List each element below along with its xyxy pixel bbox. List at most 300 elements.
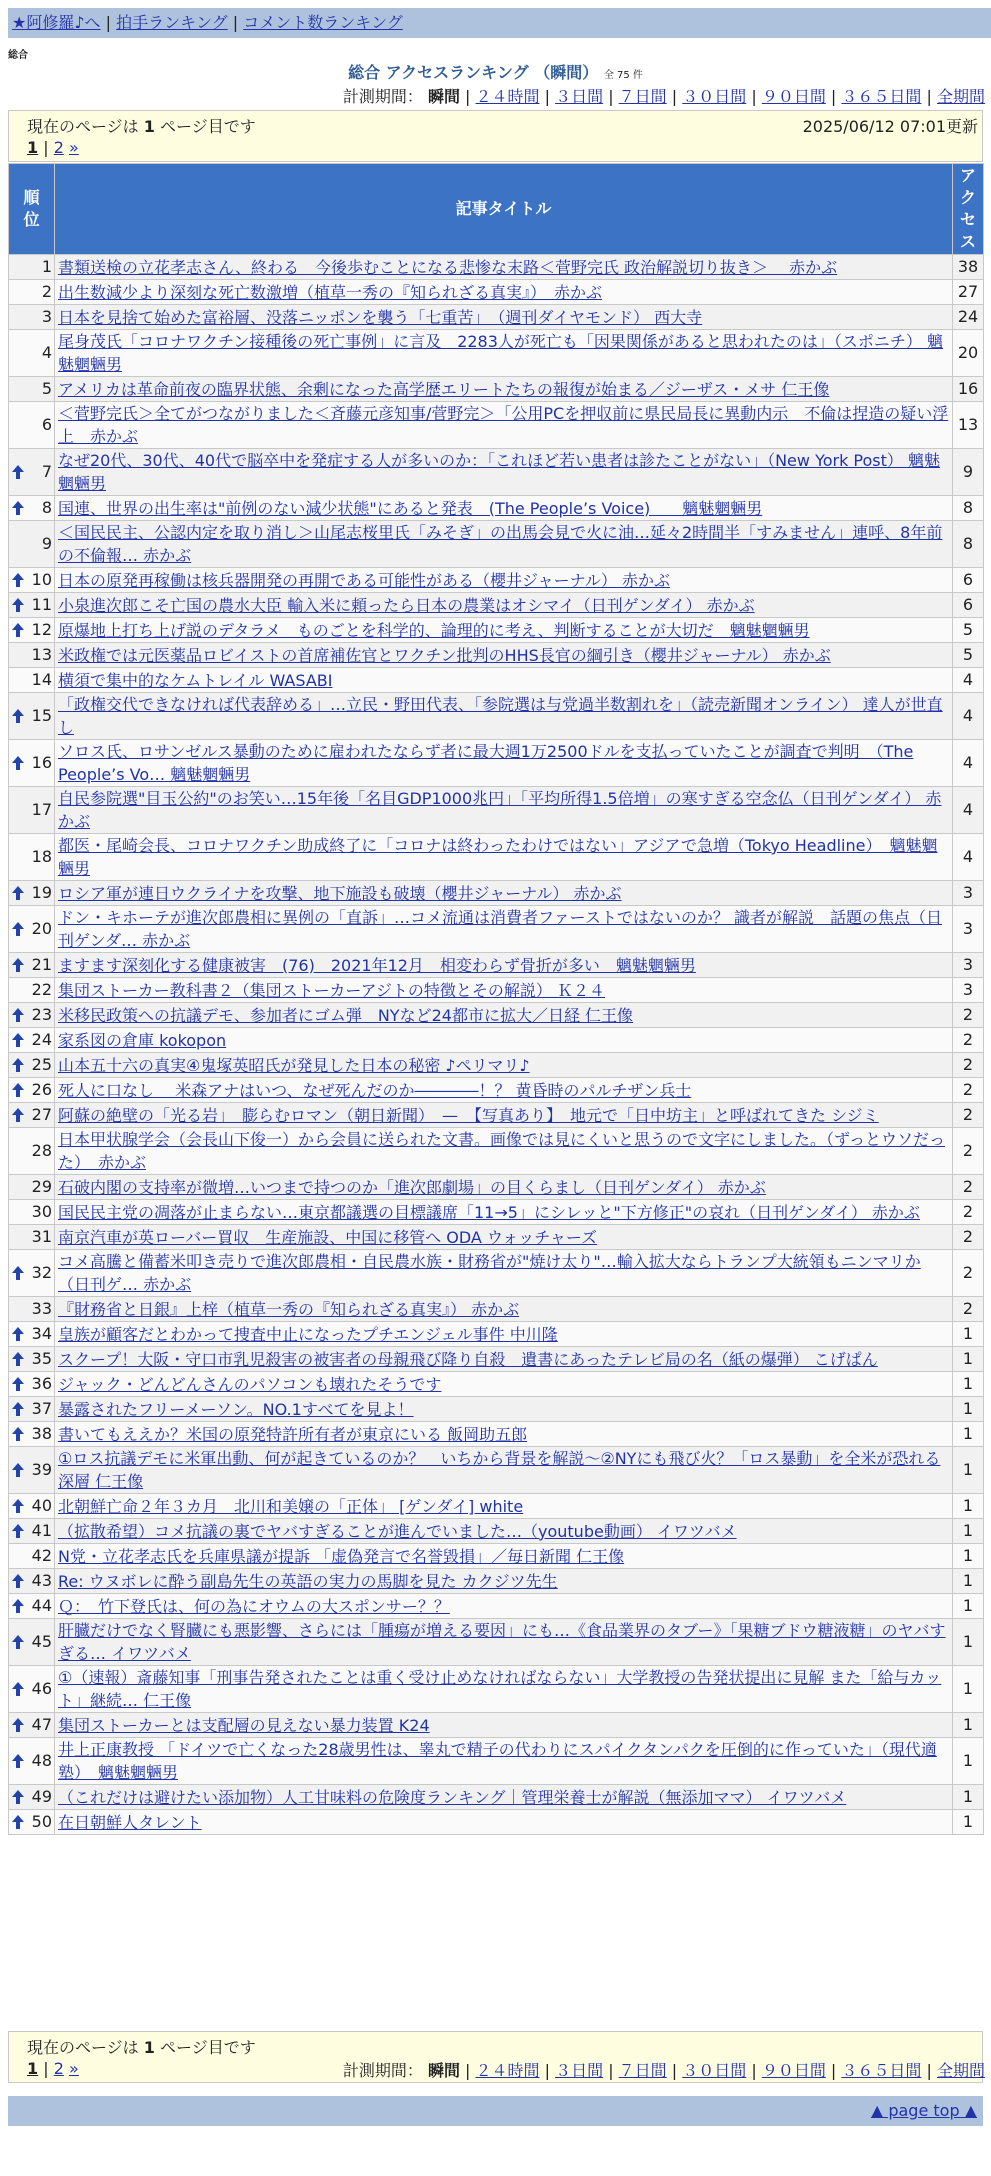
page-1-current: 1 [27,138,39,157]
rank-cell [9,449,55,496]
rank-up-arrow-icon [11,597,25,613]
rank-number: 41 [31,1521,52,1540]
rank-up-arrow-icon [11,1376,25,1392]
article-link[interactable]: 南京汽車が英ローバー買収 生産施設、中国に移管へ ODA ウォッチャーズ [58,1227,598,1247]
rank-number: 50 [31,1812,52,1831]
page-top-link[interactable]: ▲ page top ▲ [870,2101,977,2120]
article-link[interactable]: ジャック・どんどんさんのパソコンも壊れたそうです [58,1374,442,1394]
rank-cell [9,1347,55,1372]
table-row [9,330,984,377]
rank-number: 22 [31,980,52,999]
access-count: 2 [953,1250,984,1297]
table-row [9,449,984,496]
page-links: 1 | 2 » [27,2059,79,2078]
access-count: 2 [953,1225,984,1250]
article-link[interactable]: ますます深刻化する健康被害 (76) 2021年12月 相変わらず骨折が多い 魑魅魍魎男 [58,955,696,975]
rank-number: 39 [31,1460,52,1479]
title-cell [55,740,953,787]
rank-up-arrow-icon [11,1265,25,1281]
title-cell [55,1397,953,1422]
rank-cell [9,1225,55,1250]
rank-up-arrow-icon [11,1326,25,1342]
title-cell [55,953,953,978]
table-row [9,693,984,740]
article-link[interactable]: ドン・キホーテが進次郎農相に異例の「直訴」…コメ流通は消費者ファーストではないのか？ 識者が解説 話題の焦点（日刊ゲンダ… 赤かぶ [58,908,942,950]
period-separator: | [539,2061,556,2080]
rank-number: 37 [31,1399,52,1418]
title-cell [55,1544,953,1569]
rank-cell [9,834,55,881]
article-link[interactable]: 「政権交代できなければ代表辞める」…立民・野田代表、「参院選は与党過半数割れを」（読売新聞オンライン） 達人が世直し [58,695,943,737]
title-cell [55,1569,953,1594]
rank-cell [9,618,55,643]
access-count: 1 [953,1322,984,1347]
article-link[interactable]: 国民民主党の凋落が止まらない…東京都議選の目標議席「11→5」にシレッと"下方修正"の哀れ（日刊ゲンダイ） 赤かぶ [58,1202,920,1222]
rank-number: 10 [31,570,52,589]
access-count: 6 [953,593,984,618]
pager-top [8,110,983,162]
bottom-bar [8,2096,983,2126]
access-count: 1 [953,1738,984,1785]
rank-number: 21 [31,955,52,974]
article-link[interactable]: 暴露されたフリーメーソン。NO.1すべてを見よ！ [58,1399,414,1419]
rank-number: 33 [31,1299,52,1318]
article-link[interactable]: Re: ウヌボレに酔う副島先生の英語の実力の馬脚を見た カクジツ先生 [58,1571,558,1591]
period-separator: | [603,87,619,106]
rank-up-arrow-icon [11,708,25,724]
period-separator: | [825,87,842,106]
rank-up-arrow-icon [11,755,25,771]
current-page-text: 現在のページは 1 ページ目です [27,2038,256,2057]
clap-ranking-link[interactable]: 拍手ランキング [116,13,228,32]
access-count: 2 [953,1200,984,1225]
updated-timestamp: 2025/06/12 07:01更新 [802,117,978,136]
article-link[interactable]: 北朝鮮亡命２年３カ月 北川和美嬢の「正体」 [ゲンダイ] white [58,1496,524,1516]
period-link-4[interactable]: ９０日間 [761,87,826,106]
article-link[interactable]: 『財務省と日銀』上梓（植草一秀の『知られざる真実』） 赤かぶ [58,1299,520,1319]
rank-cell [9,643,55,668]
article-link[interactable]: 死人に口なし 米森アナはいつ、なぜ死んだのか――――！？ 黄昏時のパルチザン兵士 [58,1080,692,1100]
rank-cell [9,1519,55,1544]
table-header-row [9,164,984,255]
title-cell [55,1128,953,1175]
rank-cell [9,496,55,521]
period-current: 瞬間 [427,87,460,106]
period-link-0[interactable]: ２４時間 [475,2061,540,2080]
access-count: 1 [953,1447,984,1494]
article-link[interactable]: アメリカは革命前夜の臨界状態、余剰になった高学歴エリートたちの報復が始まる／ジーザス・メサ 仁王像 [58,379,830,399]
rank-cell [9,1544,55,1569]
period-link-2[interactable]: ７日間 [618,2061,667,2080]
rank-cell [9,1297,55,1322]
title-cell [55,305,953,330]
title-cell [55,906,953,953]
rank-number: 34 [31,1324,52,1343]
rank-number: 19 [31,883,52,902]
article-link[interactable]: 肝臓だけでなく腎臓にも悪影響、さらには「腫瘍が増える要因」にも…《食品業界のタブー》「果糖ブドウ糖液糖」のヤバすぎる… イワツバメ [58,1621,946,1663]
access-count: 1 [953,1422,984,1447]
article-link[interactable]: 阿蘇の絶壁の「光る岩」 膨らむロマン（朝日新聞） — 【写真あり】 地元で「日中坊主」と呼ばれてきた シジミ [58,1105,879,1125]
period-link-2[interactable]: ７日間 [618,87,667,106]
rank-cell [9,521,55,568]
access-count: 1 [953,1347,984,1372]
access-count: 8 [953,521,984,568]
table-row [9,1397,984,1422]
rank-cell [9,255,55,280]
article-link[interactable]: 日本を見捨て始めた富裕層、没落ニッポンを襲う「七重苦」 （週刊ダイヤモンド） 西大寺 [58,307,703,327]
table-row [9,568,984,593]
rank-cell [9,402,55,449]
rank-number: 29 [31,1177,52,1196]
rank-number: 36 [31,1374,52,1393]
table-row [9,1053,984,1078]
rank-header: 順位 [9,164,55,255]
article-link[interactable]: （これだけは避けたい添加物）人工甘味料の危険度ランキング｜管理栄養士が解説（無添加ママ） イワツバメ [58,1787,847,1807]
article-link[interactable]: 原爆地上打ち上げ説のデタラメ ものごとを科学的、論理的に考え、判断することが大切だ 魑魅魍魎男 [58,620,810,640]
title-cell [55,1053,953,1078]
access-count: 2 [953,1175,984,1200]
article-link[interactable]: 自民参院選"目玉公約"のお笑い…15年後「名目GDP1000兆円」「平均所得1.5倍増」の寒すぎる空念仏（日刊ゲンダイ） 赤かぶ [58,789,942,831]
rank-cell [9,1128,55,1175]
page-2-link[interactable]: 2 [53,138,64,157]
title-cell [55,881,953,906]
title-cell [55,1103,953,1128]
next-page-link[interactable]: » [69,138,79,157]
article-link[interactable]: 石破内閣の支持率が微増…いつまで持つのか「進次郎劇場」の目くらまし（日刊ゲンダイ） 赤かぶ [58,1177,766,1197]
article-link[interactable]: 出生数減少より深刻な死亡数激増（植草一秀の『知られざる真実』） 赤かぶ [58,282,603,302]
access-count: 4 [953,834,984,881]
access-header: アクセス [953,164,984,255]
article-link[interactable]: 皇族が顧客だとわかって捜査中止になったプチエンジェル事件 中川隆 [58,1324,558,1344]
table-row [9,377,984,402]
rank-cell [9,330,55,377]
period-link-4[interactable]: ９０日間 [761,2061,826,2080]
title-cell [55,449,953,496]
title-cell [55,330,953,377]
period-link-5[interactable]: ３６５日間 [841,2061,922,2080]
rank-up-arrow-icon [11,1462,25,1478]
rank-number: 16 [31,753,52,772]
table-row [9,1810,984,1835]
title-cell [55,643,953,668]
access-count: 8 [953,496,984,521]
rank-up-arrow-icon [11,1057,25,1073]
rank-number: 48 [31,1751,52,1770]
table-row [9,1519,984,1544]
rank-number: 28 [31,1141,52,1160]
table-row [9,255,984,280]
period-link-3[interactable]: ３０日間 [682,2061,747,2080]
article-link[interactable]: 集団ストーカー教科書２（集団ストーカーアジトの特徴とその解説） Ｋ２４ [58,980,606,1000]
title-cell [55,593,953,618]
period-separator: | [921,2061,937,2080]
title-cell [55,1494,953,1519]
access-count: 1 [953,1372,984,1397]
title-cell [55,1619,953,1666]
access-count: 5 [953,618,984,643]
title-header: 記事タイトル [55,164,953,255]
article-link[interactable]: 都医・尾崎会長、コロナワクチン助成終了に「コロナは終わったわけではない」アジアで急増（Tokyo Headline） 魑魅魍魎男 [58,836,938,878]
table-row [9,978,984,1003]
article-link[interactable]: 国連、世界の出生率は"前例のない減少状態"にあると発表 (The People’s Voice) 魑魅魍魎男 [58,498,763,518]
title-cell [55,1347,953,1372]
period-current: 瞬間 [427,2061,460,2080]
rank-cell [9,1053,55,1078]
table-row [9,593,984,618]
rank-number: 43 [31,1571,52,1590]
table-row [9,496,984,521]
title-cell [55,1713,953,1738]
title-cell [55,618,953,643]
period-link-0[interactable]: ２４時間 [475,87,540,106]
access-count: 20 [953,330,984,377]
period-link-1[interactable]: ３日間 [555,87,604,106]
total-count: 全 75 件 [603,70,643,81]
period-separator: | [666,2061,683,2080]
title-cell [55,834,953,881]
period-separator: | [825,2061,842,2080]
table-row [9,618,984,643]
table-row [9,881,984,906]
period-selector-bottom [343,2058,985,2081]
rank-number: 23 [31,1005,52,1024]
rank-number: 32 [31,1263,52,1282]
rank-number: 11 [31,595,52,614]
page-1-current: 1 [27,2059,39,2078]
rank-up-arrow-icon [11,1523,25,1539]
rank-number: 49 [31,1787,52,1806]
rank-up-arrow-icon [11,572,25,588]
table-row [9,280,984,305]
table-row [9,402,984,449]
table-row [9,1347,984,1372]
access-count: 1 [953,1544,984,1569]
rank-up-arrow-icon [11,1498,25,1514]
article-link[interactable]: 在日朝鮮人タレント [58,1812,202,1832]
rank-up-arrow-icon [11,1032,25,1048]
article-link[interactable]: Ｑ： 竹下登氏は、何の為にオウムの大スポンサー？？ [58,1596,450,1616]
nav-separator: | [232,13,239,32]
rank-number: 40 [31,1496,52,1515]
rank-cell [9,593,55,618]
period-separator: | [921,87,937,106]
table-row [9,1738,984,1785]
access-count: 4 [953,693,984,740]
article-link[interactable]: （拡散希望）コメ抗議の裏でヤバすぎることが進んでいました…（youtube動画） イワツバメ [58,1521,737,1541]
title-cell [55,1422,953,1447]
article-link[interactable]: 書いてもええか？米国の原発特許所有者が東京にいる 飯岡助五郎 [58,1424,528,1444]
rank-number: 30 [31,1202,52,1221]
rank-number: 20 [31,919,52,938]
table-row [9,305,984,330]
table-row [9,1594,984,1619]
title-cell [55,1200,953,1225]
rank-number: 46 [31,1679,52,1698]
article-link[interactable]: 日本の原発再稼働は核兵器開発の再開である可能性がある（櫻井ジャーナル） 赤かぶ [58,570,670,590]
rank-cell [9,1785,55,1810]
current-page-text: 現在のページは 1 ページ目です [27,117,256,136]
article-link[interactable]: 小泉進次郎こそ亡国の農水大臣 輸入米に頼ったら日本の農業はオシマイ（日刊ゲンダイ） 赤かぶ [58,595,755,615]
article-link[interactable]: ①（速報）斎藤知事「刑事告発されたことは重く受け止めなければならない」大学教授の告発状提出に見解 また「給与カット」継続… 仁王像 [58,1668,942,1710]
rank-number: 24 [31,1030,52,1049]
page-title [0,60,991,83]
table-row [9,1225,984,1250]
rank-number: 9 [41,534,52,553]
period-link-6[interactable]: 全期間 [936,2061,985,2080]
article-link[interactable]: 日本甲状腺学会（会長山下俊一）から会員に送られた文書。画像では見にくいと思うので文字にしました。（ずっとウソだった） 赤かぶ [58,1130,946,1172]
rank-cell [9,1372,55,1397]
period-separator: | [746,87,762,106]
period-separator: | [459,87,476,106]
article-link[interactable]: 尾身茂氏「コロナワクチン接種後の死亡事例」に言及 2283人が死亡も「因果関係があると思われたのは」（スポニチ） 魑魅魍魎男 [58,332,944,374]
table-row [9,1447,984,1494]
rank-number: 27 [31,1105,52,1124]
article-link[interactable]: 横須で集中的なケムトレイル WASABI [58,670,333,690]
title-cell [55,568,953,593]
rank-number: 12 [31,620,52,639]
rank-number: 25 [31,1055,52,1074]
rank-number: 17 [31,800,52,819]
period-link-5[interactable]: ３６５日間 [841,87,922,106]
access-count: 2 [953,1128,984,1175]
rank-up-arrow-icon [11,464,25,480]
article-link[interactable]: スクープ！大阪・守口市乳児殺害の被害者の母親飛び降り自殺 遺書にあったテレビ局の名（紙の爆弾） こげぱん [58,1349,878,1369]
rank-cell [9,1494,55,1519]
article-link[interactable]: ①ロス抗議デモに米軍出動、何が起きているのか？ いちから背景を解説～②NYにも飛び火？「ロス暴動」を全米が恐れる深層 仁王像 [58,1449,941,1491]
article-link[interactable]: ＜菅野完氏＞全てがつながりました＜斉藤元彦知事/菅野完＞「公用PCを押収前に県民局長に異動内示 不倫は捏造の疑い浮上 赤かぶ [58,404,949,446]
access-count: 9 [953,449,984,496]
title-cell [55,1785,953,1810]
rank-cell [9,568,55,593]
rank-number: 5 [41,379,52,398]
rank-number: 26 [31,1080,52,1099]
table-row [9,1250,984,1297]
rank-cell [9,1738,55,1785]
access-count: 16 [953,377,984,402]
article-link[interactable]: 米移民政策への抗議デモ、参加者にゴム弾 NYなど24都市に拡大／日経 仁王像 [58,1005,634,1025]
rank-cell [9,377,55,402]
period-selector-top [343,84,985,107]
period-link-3[interactable]: ３０日間 [682,87,747,106]
rank-up-arrow-icon [11,500,25,516]
access-count: 2 [953,1003,984,1028]
table-row [9,1028,984,1053]
table-row [9,740,984,787]
access-count: 2 [953,1028,984,1053]
article-link[interactable]: N党・立花孝志氏を兵庫県議が提訴 「虚偽発言で名誉毀損」／毎日新聞 仁王像 [58,1546,625,1566]
comment-ranking-link[interactable]: コメント数ランキング [243,13,403,32]
period-link-6[interactable]: 全期間 [936,87,985,106]
nav-separator: | [105,13,112,32]
top-nav-bar [8,8,991,38]
article-link[interactable]: 山本五十六の真実④鬼塚英昭氏が発見した日本の秘密 ♪ペリマリ♪ [58,1055,530,1075]
rank-number: 7 [41,462,52,481]
rank-up-arrow-icon [11,1082,25,1098]
rank-cell [9,668,55,693]
title-cell [55,1810,953,1835]
next-page-link[interactable]: » [69,2059,79,2078]
rank-cell [9,1422,55,1447]
table-row [9,1372,984,1397]
article-link[interactable]: なぜ20代、30代、40代で脳卒中を発症する人が多いのか：「これほど若い患者は診たことがない」（New York Post） 魑魅魍魎男 [58,451,940,493]
rank-up-arrow-icon [11,1634,25,1650]
rank-cell [9,1078,55,1103]
rank-number: 13 [31,645,52,664]
article-link[interactable]: 書類送検の立花孝志さん、終わる 今後歩むことになる悲惨な末路＜菅野完氏 政治解説切り抜き＞ 赤かぶ [58,257,838,277]
rank-number: 44 [31,1596,52,1615]
access-count: 1 [953,1494,984,1519]
period-separator: | [746,2061,762,2080]
rank-cell [9,978,55,1003]
rank-cell [9,280,55,305]
rank-up-arrow-icon [11,1573,25,1589]
article-link[interactable]: ロシア軍が連日ウクライナを攻撃、地下施設も破壊（櫻井ジャーナル） 赤かぶ [58,883,622,903]
access-count: 1 [953,1619,984,1666]
rank-number: 4 [41,343,52,362]
table-row [9,1322,984,1347]
access-count: 2 [953,1103,984,1128]
home-link[interactable]: ★阿修羅♪へ [12,13,101,32]
rank-cell [9,305,55,330]
rank-number: 18 [31,847,52,866]
article-link[interactable]: ソロス氏、ロサンゼルス暴動のために雇われたならず者に最大週1万2500ドルを支払っていたことが調査で判明 （The People’s Vo… 魑魅魍魎男 [58,742,914,784]
article-link[interactable]: 集団ストーカーとは支配層の見えない暴力装置 K24 [58,1715,430,1735]
rank-up-arrow-icon [11,1789,25,1805]
article-link[interactable]: ＜国民民主、公認内定を取り消し＞山尾志桜里氏「みそぎ」の出馬会見で火に油…延々2時間半「すみません」連呼、8年前の不倫報… 赤かぶ [58,523,943,565]
title-cell [55,693,953,740]
period-link-1[interactable]: ３日間 [555,2061,604,2080]
access-count: 1 [953,1397,984,1422]
article-link[interactable]: 井上正康教授 「ドイツで亡くなった28歳男性は、睾丸で精子の代わりにスパイクタンパクを圧倒的に作っていた」（現代適塾） 魑魅魍魎男 [58,1740,937,1782]
access-count: 3 [953,953,984,978]
rank-cell [9,1103,55,1128]
period-separator: | [459,2061,476,2080]
rank-up-arrow-icon [11,622,25,638]
rank-cell [9,1810,55,1835]
table-row [9,1422,984,1447]
article-link[interactable]: コメ高騰と備蓄米叩き売りで進次郎農相・自民農水族・財務省が"焼け太り"…輸入拡大ならトランプ大統領もニンマリか（日刊ゲ… 赤かぶ [58,1252,921,1294]
rank-up-arrow-icon [11,1814,25,1830]
title-cell [55,1297,953,1322]
rank-number: 42 [31,1546,52,1565]
rank-number: 3 [41,307,52,326]
article-link[interactable]: 家系図の倉庫 kokopon [58,1030,227,1050]
rank-cell [9,953,55,978]
rank-up-arrow-icon [11,1401,25,1417]
table-row [9,1494,984,1519]
title-cell [55,1447,953,1494]
title-cell [55,496,953,521]
page-2-link[interactable]: 2 [53,2059,64,2078]
rank-number: 6 [41,415,52,434]
rank-cell [9,1322,55,1347]
rank-up-arrow-icon [11,1007,25,1023]
title-cell [55,1372,953,1397]
title-cell [55,1078,953,1103]
rank-up-arrow-icon [11,885,25,901]
rank-number: 38 [31,1424,52,1443]
title-cell [55,1028,953,1053]
table-row [9,834,984,881]
rank-cell [9,1713,55,1738]
table-row [9,643,984,668]
period-separator: | [603,2061,619,2080]
article-link[interactable]: 米政権では元医薬品ロビイストの首席補佐官とワクチン批判のHHS長官の綱引き（櫻井ジャーナル） 赤かぶ [58,645,831,665]
access-count: 2 [953,1297,984,1322]
table-row [9,1785,984,1810]
rank-cell [9,740,55,787]
page-links: 1 | 2 » [27,138,79,157]
